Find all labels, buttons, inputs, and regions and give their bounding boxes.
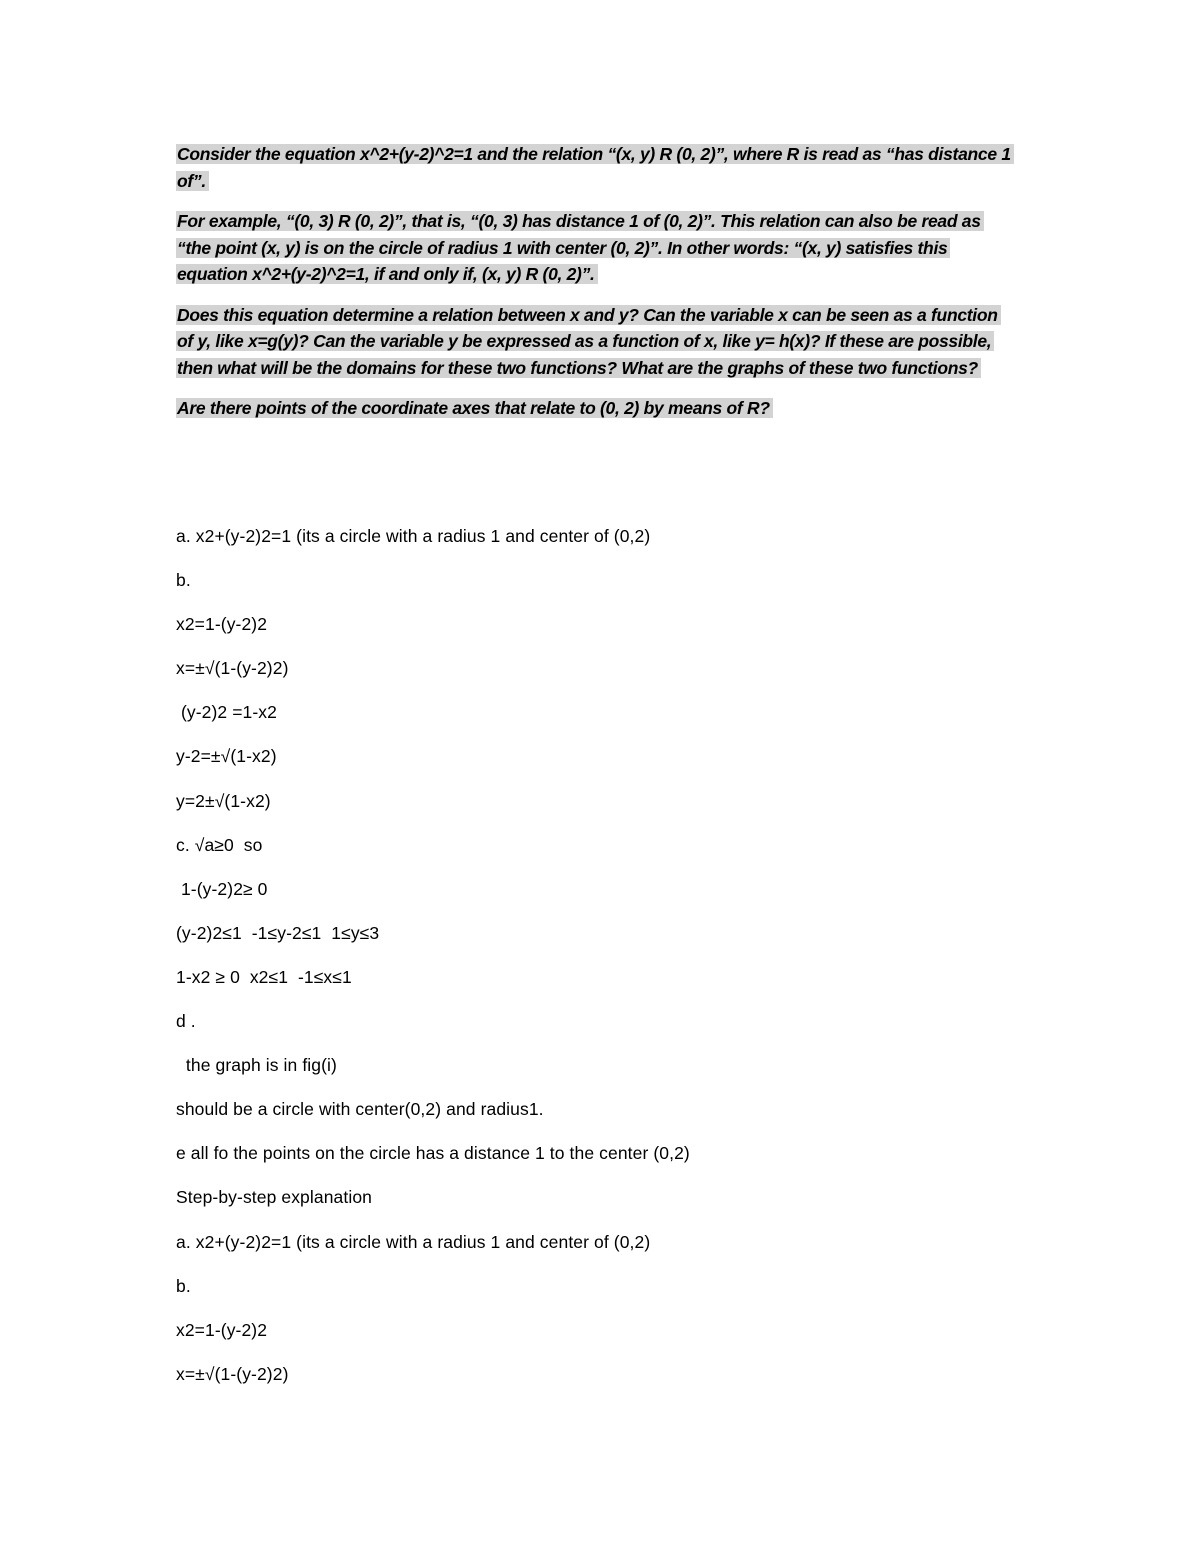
answer-line-c: c. √a≥0 so — [176, 834, 263, 855]
question-paragraph-2 — [176, 208, 1026, 288]
question-line: Are there points of the coordinate axes that relate to (0, 2) by means of R? — [176, 398, 773, 418]
answer-line: y=2±√(1-x2) — [176, 790, 271, 811]
answer-line: x=±√(1-(y-2)2) — [176, 658, 289, 679]
question-block — [176, 141, 1026, 436]
answer-line: should be a circle with center(0,2) and radius1. — [176, 1099, 544, 1120]
question-line: equation x^2+(y-2)^2=1, if and only if, (x, y) R (0, 2)”. — [176, 264, 598, 284]
answer-line-d: d . — [176, 1011, 196, 1032]
answer-line-a: a. x2+(y-2)2=1 (its a circle with a radius 1 and center of (0,2) — [176, 1231, 651, 1252]
explanation-heading: Step-by-step explanation — [176, 1187, 372, 1208]
question-line: Does this equation determine a relation between x and y? Can the variable x can be seen as a function — [176, 305, 1001, 325]
question-line: Consider the equation x^2+(y-2)^2=1 and the relation “(x, y) R (0, 2)”, where R is read as “has distance 1 — [176, 144, 1014, 164]
question-paragraph-4 — [176, 395, 1026, 422]
answer-block — [176, 524, 1026, 1406]
answer-line: 1-(y-2)2≥ 0 — [176, 878, 268, 899]
answer-line-b: b. — [176, 1275, 191, 1296]
question-line: of y, like x=g(y)? Can the variable y be expressed as a function of x, like y= h(x)? If these are possible, — [176, 331, 994, 351]
answer-line: (y-2)2 =1-x2 — [176, 702, 277, 723]
answer-line-e: e all fo the points on the circle has a distance 1 to the center (0,2) — [176, 1143, 690, 1164]
question-paragraph-1 — [176, 141, 1026, 194]
answer-line-b: b. — [176, 570, 191, 591]
answer-line: 1-x2 ≥ 0 x2≤1 -1≤x≤1 — [176, 966, 352, 987]
question-paragraph-3 — [176, 302, 1026, 382]
answer-line-a: a. x2+(y-2)2=1 (its a circle with a radius 1 and center of (0,2) — [176, 526, 651, 546]
answer-line: x=±√(1-(y-2)2) — [176, 1363, 289, 1384]
question-line: then what will be the domains for these two functions? What are the graphs of these two functions? — [176, 358, 981, 378]
answer-line: y-2=±√(1-x2) — [176, 746, 277, 767]
answer-line: x2=1-(y-2)2 — [176, 614, 268, 635]
answer-line: the graph is in fig(i) — [176, 1055, 337, 1076]
question-line: of”. — [176, 171, 209, 191]
question-line: For example, “(0, 3) R (0, 2)”, that is, “(0, 3) has distance 1 of (0, 2)”. This relation can also be read as — [176, 211, 984, 231]
question-line: “the point (x, y) is on the circle of radius 1 with center (0, 2)”. In other words: “(x, y) satisfies this — [176, 238, 950, 258]
answer-line: x2=1-(y-2)2 — [176, 1319, 268, 1340]
answer-line: (y-2)2≤1 -1≤y-2≤1 1≤y≤3 — [176, 922, 380, 943]
